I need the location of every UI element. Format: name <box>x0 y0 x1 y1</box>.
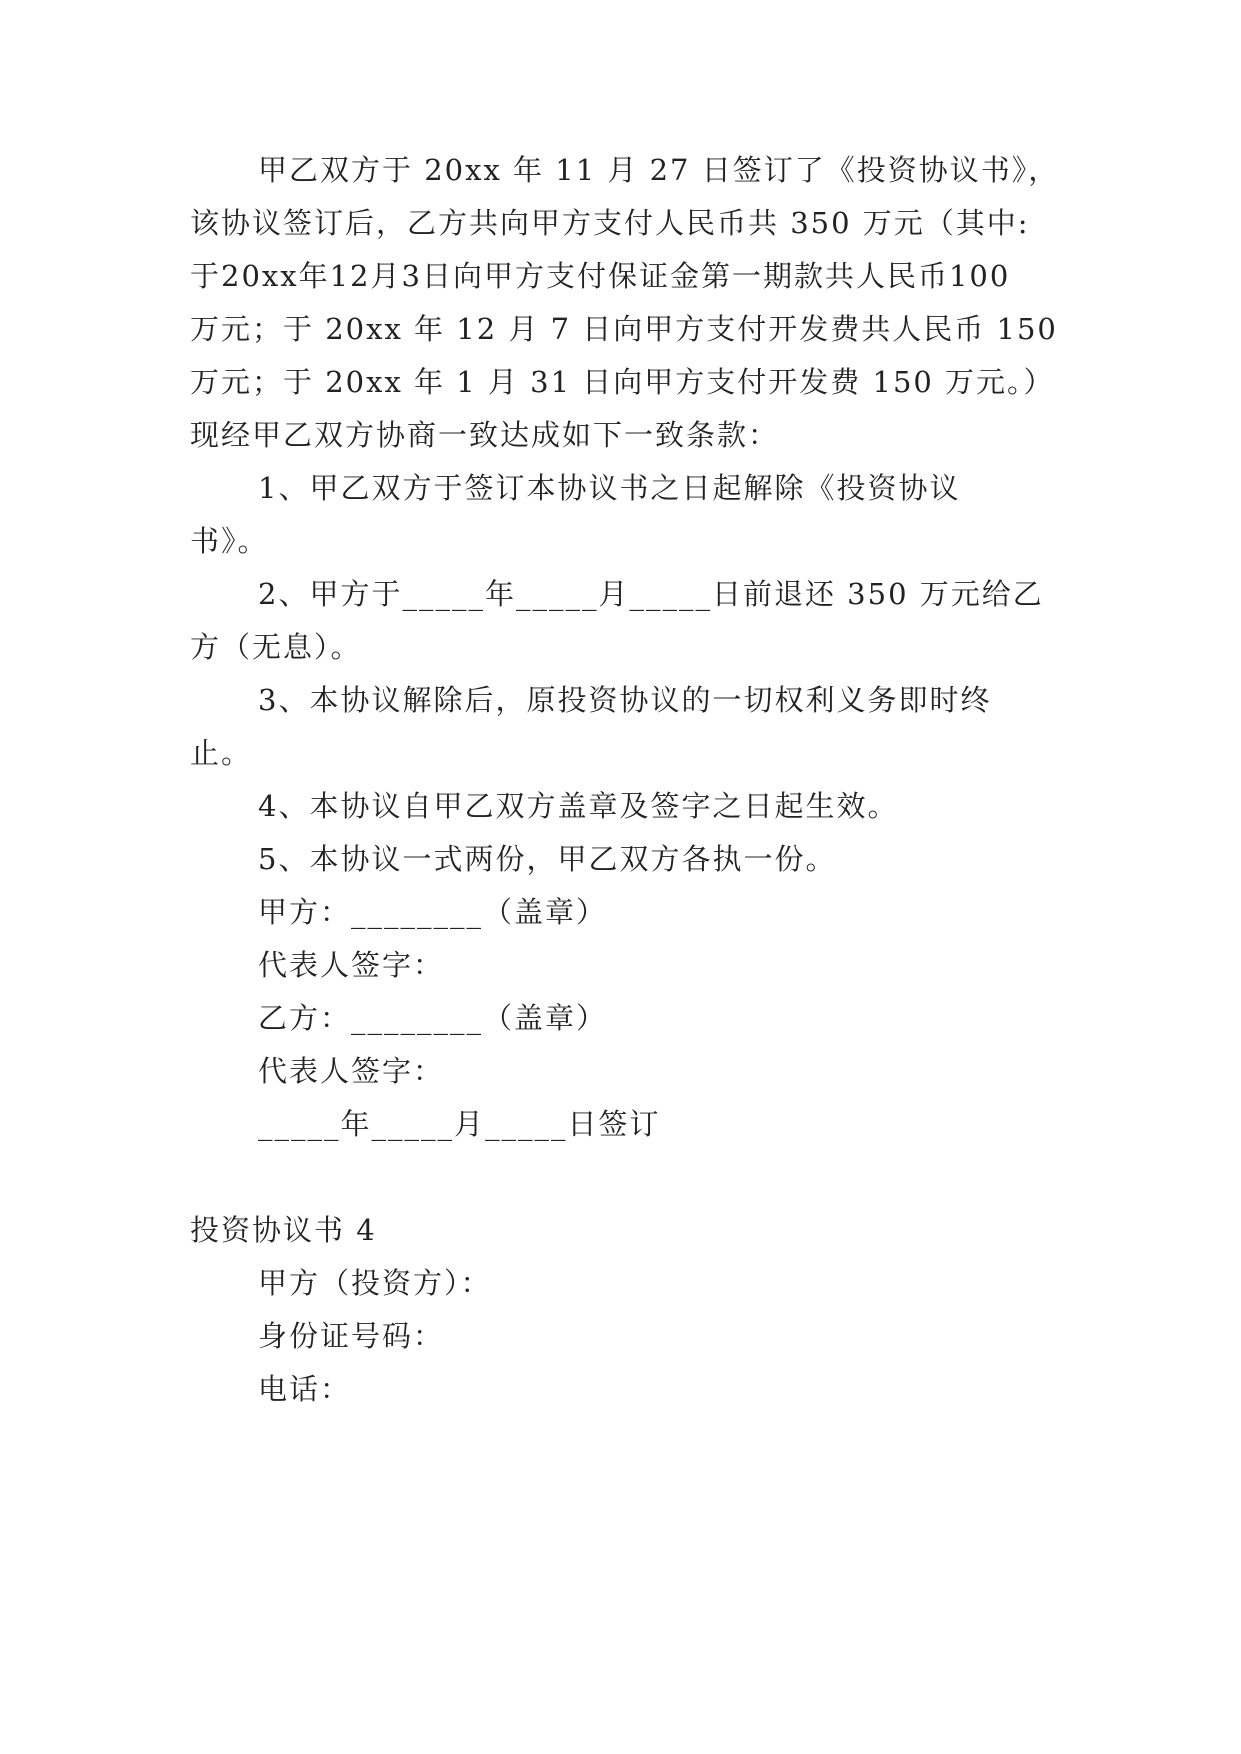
clause-3-line-2: 止。 <box>190 736 253 770</box>
clause-5: 5、本协议一式两份，甲乙双方各执一份。 <box>258 842 837 876</box>
intro-line-6: 现经甲乙双方协商一致达成如下一致条款： <box>190 418 780 452</box>
id-number-line: 身份证号码： <box>258 1319 445 1353</box>
party-a-representative-signature: 代表人签字： <box>258 948 445 982</box>
intro-line-1: 甲乙双方于 20xx 年 11 月 27 日签订了《投资协议书》， <box>258 153 1060 187</box>
party-a-line: 甲方：________（盖章） <box>258 895 608 929</box>
party-b-line: 乙方：________（盖章） <box>258 1001 608 1035</box>
clause-1-line-1: 1、甲乙双方于签订本协议书之日起解除《投资协议 <box>258 471 961 505</box>
intro-line-3: 于20xx年12月3日向甲方支付保证金第一期款共人民币100 <box>190 259 1011 293</box>
clause-1-line-2: 书》。 <box>190 524 269 558</box>
clause-4: 4、本协议自甲乙双方盖章及签字之日起生效。 <box>258 789 899 823</box>
clause-3-line-1: 3、本协议解除后，原投资协议的一切权利义务即时终 <box>258 683 992 717</box>
clause-2-line-2: 方（无息）。 <box>190 630 362 664</box>
intro-line-2: 该协议签订后，乙方共向甲方支付人民币共 350 万元（其中: <box>190 206 1030 240</box>
phone-line: 电话： <box>258 1372 352 1406</box>
investor-line: 甲方（投资方）： <box>258 1266 492 1300</box>
intro-line-4: 万元；于 20xx 年 12 月 7 日向甲方支付开发费共人民币 150 <box>190 312 1058 346</box>
intro-line-5: 万元；于 20xx 年 1 月 31 日向甲方支付开发费 150 万元。） <box>190 365 1055 399</box>
section-title: 投资协议书 4 <box>190 1213 377 1247</box>
party-b-representative-signature: 代表人签字： <box>258 1054 445 1088</box>
clause-2-line-1: 2、甲方于_____年_____月_____日前退还 350 万元给乙 <box>258 577 1044 611</box>
signing-date: _____年_____月_____日签订 <box>258 1107 661 1141</box>
